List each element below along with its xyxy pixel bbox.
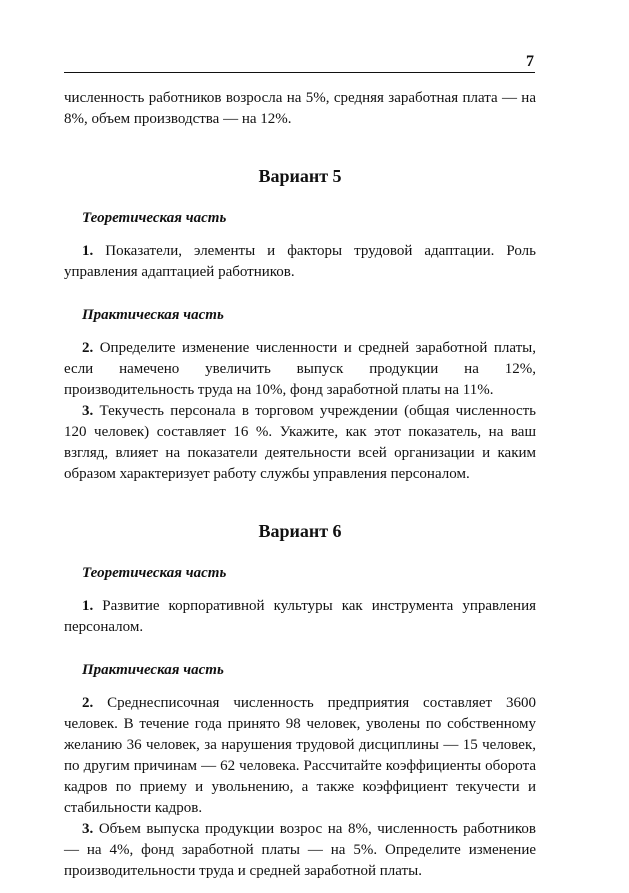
task-text: Объем выпуска продукции возрос на 8%, численность работников — на 4%, фонд заработной платы — на 5%. Определите изменение производительности труда и средней заработной платы. bbox=[64, 821, 536, 879]
variant-6-title: Вариант 6 bbox=[258, 521, 342, 541]
variant-6-task-2 bbox=[64, 693, 536, 819]
item-text: Развитие корпоративной культуры как инструмента управления персоналом. bbox=[64, 598, 537, 635]
variant-5-theory-item bbox=[64, 241, 536, 283]
variant-5-title: Вариант 5 bbox=[258, 166, 342, 186]
variant-6-theory-heading: Теоретическая часть bbox=[82, 565, 227, 581]
variant-6-theory-item bbox=[64, 596, 536, 638]
task-text: Определите изменение численности и средней заработной платы, если намечено увеличить выпуск продукции на 12%, производительность труда на 10%, фонд заработной платы на 11%. bbox=[64, 340, 536, 398]
variant-6-task-3 bbox=[64, 819, 536, 882]
task-number: 3. bbox=[82, 821, 94, 837]
intro-paragraph: численность работников возросла на 5%, средняя заработная плата — на 8%, объем производства — на 12%. bbox=[64, 90, 536, 127]
task-text: Среднесписочная численность предприятия составляет 3600 человек. В течение года принято 98 человек, уволены по собственному желанию 36 человек, за нарушения трудовой дисциплины — 15 человек, по другим причинам — 62 человека. Рассчитайте коэффициенты оборота кадров по приему и увольнению, а также коэффициент текучести и стабильности кадров. bbox=[64, 695, 536, 816]
task-number: 2. bbox=[82, 340, 94, 356]
item-number: 1. bbox=[82, 598, 94, 614]
item-number: 1. bbox=[82, 243, 94, 259]
page-number: 7 bbox=[526, 53, 534, 70]
item-text: Показатели, элементы и факторы трудовой адаптации. Роль управления адаптацией работников. bbox=[64, 243, 537, 280]
variant-6-practice-heading: Практическая часть bbox=[82, 662, 224, 678]
task-text: Текучесть персонала в торговом учреждении (общая численность 120 человек) составляет 16 %. Укажите, как этот показатель, на ваш взгляд, влияет на показатели деятельности всей организации и каким образом характеризует работу службы управления персоналом. bbox=[64, 403, 537, 482]
variant-5-practice-heading: Практическая часть bbox=[82, 307, 224, 323]
page-content bbox=[64, 88, 536, 882]
task-number: 2. bbox=[82, 695, 94, 711]
variant-5-theory-heading: Теоретическая часть bbox=[82, 210, 227, 226]
variant-5-task-3 bbox=[64, 401, 536, 485]
header-rule bbox=[64, 72, 535, 73]
task-number: 3. bbox=[82, 403, 94, 419]
variant-5-task-2 bbox=[64, 338, 536, 401]
